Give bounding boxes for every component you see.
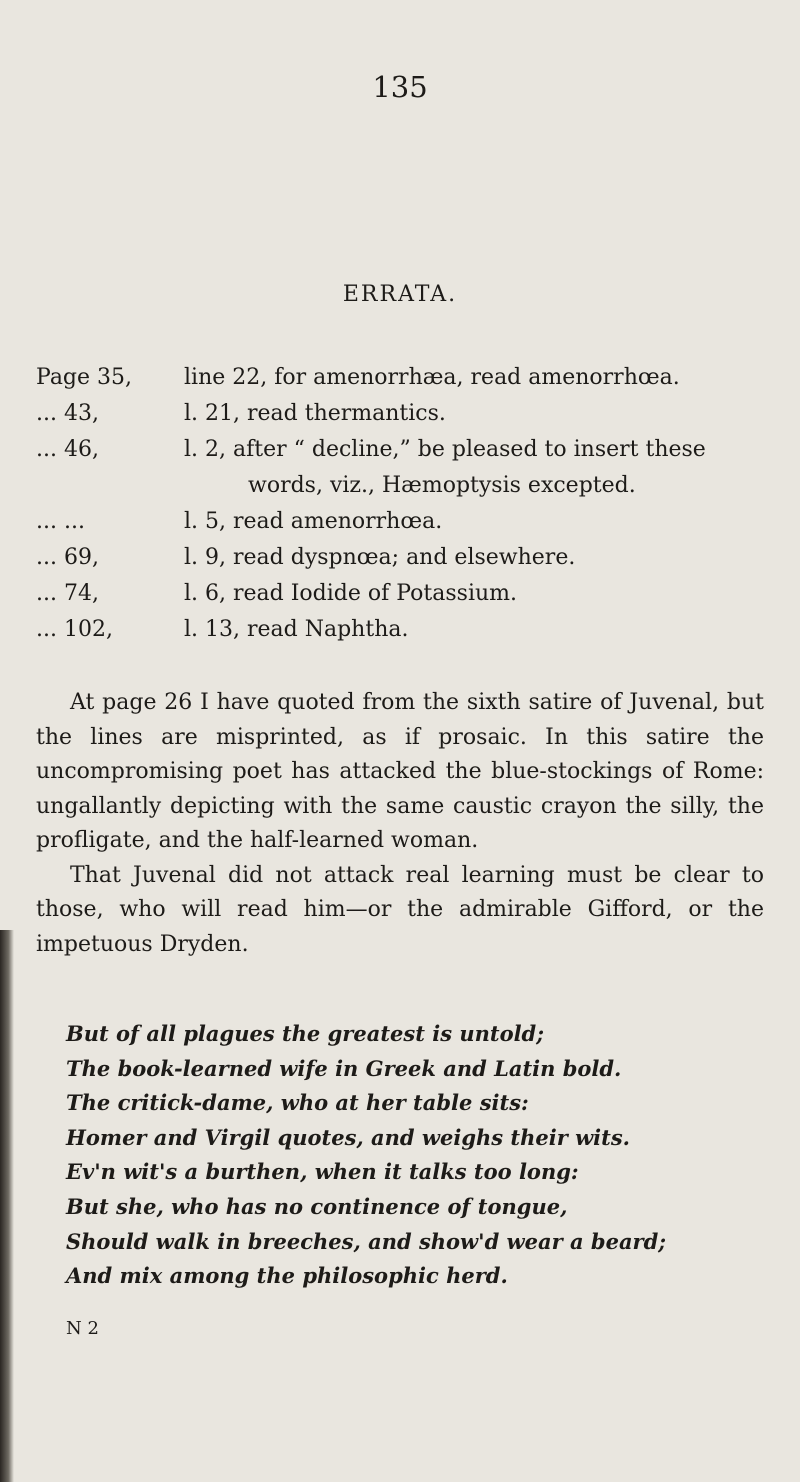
errata-entry-continued: words, viz., Hæmoptysis excepted. — [248, 473, 636, 498]
verse-line: But she, who has no continence of tongue, — [66, 1193, 568, 1219]
errata-entry: ... 43, l. 21, read thermantics. — [36, 401, 446, 426]
errata-list — [36, 360, 776, 648]
errata-entry: ... 69, l. 9, read dyspnœa; and elsewhere. — [36, 545, 576, 570]
verse-line: The book-learned wife in Greek and Latin bold. — [66, 1055, 622, 1081]
verse-line: Ev'n wit's a burthen, when it talks too long: — [66, 1159, 579, 1185]
verse-quotation — [66, 1017, 786, 1294]
verse-line: And mix among the philosophic herd. — [66, 1263, 508, 1289]
verse-line: Homer and Virgil quotes, and weighs their wits. — [66, 1124, 630, 1150]
errata-entry: ... 74, l. 6, read Iodide of Potassium. — [36, 581, 518, 606]
errata-entry: ... 102, l. 13, read Naphtha. — [36, 617, 409, 642]
errata-entry: Page 35, line 22, for amenorrhæa, read amenorrhœa. — [36, 365, 680, 390]
errata-heading: ERRATA. — [342, 282, 458, 307]
body-text — [36, 686, 764, 962]
errata-entry: ... 46, l. 2, after “ decline,” be pleased to insert these — [36, 437, 706, 462]
paragraph: At page 26 I have quoted from the sixth satire of Juvenal, but the lines are misprinted, as if prosaic. In this satire the uncompromising poet has attacked the blue-stockings of Rome: ungallantly depicting with the same caustic crayon the silly, the profligate, and the half-learned woman. — [36, 690, 764, 853]
paragraph: That Juvenal did not attack real learning must be clear to those, who will read him—or the admirable Gifford, or the impetuous Dryden. — [36, 862, 764, 957]
verse-line: Should walk in breeches, and show'd wear a beard; — [66, 1228, 667, 1254]
verse-line: The critick-dame, who at her table sits: — [66, 1090, 529, 1116]
page-number: 135 — [372, 70, 428, 104]
errata-entry: ... ... l. 5, read amenorrhœa. — [36, 509, 443, 534]
verse-line: But of all plagues the greatest is untold; — [66, 1021, 544, 1046]
signature-mark: N 2 — [66, 1318, 99, 1339]
binding-shadow — [0, 930, 14, 1482]
